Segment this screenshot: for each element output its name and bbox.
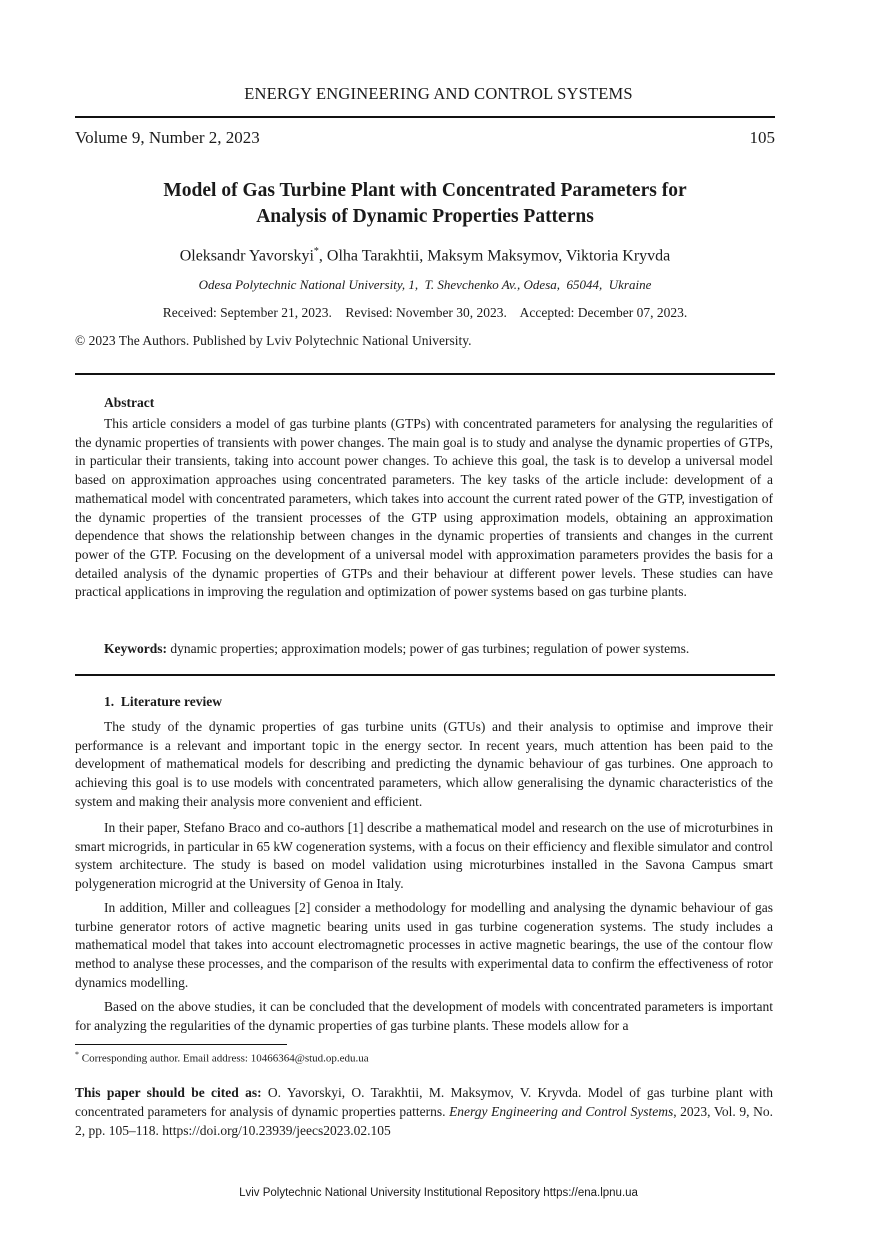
corresponding-mark: * — [313, 246, 319, 257]
authors — [75, 246, 775, 265]
citation — [75, 1083, 773, 1140]
keywords-label: Keywords: — [104, 641, 167, 656]
section-heading: 1. Literature review — [104, 694, 222, 709]
citation-details: , 2023, Vol. 9, No. 2, pp. 105–118. https://doi.org/10.23939/jeecs2023.02.105 — [75, 1104, 774, 1138]
author-first: Oleksandr Yavorskyi — [179, 247, 314, 265]
volume-info: Volume 9, Number 2, 2023 — [75, 128, 260, 147]
title-line-2: Analysis of Dynamic Properties Patterns — [256, 206, 594, 227]
footnote — [75, 1050, 369, 1065]
page-number: 105 — [749, 128, 775, 147]
section-paragraph: In their paper, Stefano Braco and co-authors [1] describe a mathematical model and research on the use of microturbines in smart microgrids, in particular in 65 kW cogeneration systems, with a focus on their efficiency and flexible simulator and control system architecture. The study is based on model validation using microturbines installed in the Savona Campus smart polygeneration microgrid at the University of Genoa in Italy. — [75, 820, 773, 892]
section-paragraph: Based on the above studies, it can be concluded that the development of models with concentrated parameters is important for analyzing the regularities of the dynamic properties of gas turbine plants. These models allow for a — [75, 999, 773, 1033]
footnote-rule — [75, 1044, 287, 1045]
abstract-rule-top — [75, 373, 775, 375]
abstract-rule-bottom — [75, 674, 775, 676]
section-paragraph: In addition, Miller and colleagues [2] consider a methodology for modelling and analysing the dynamic behaviour of gas turbine generator rotors of active magnetic bearing units used in gas turbine cogeneration systems. The study includes a mathematical model that takes into account electromagnetic processes in active magnetic bearings, the use of the contour flow method to analyse these processes, and the comparison of the results with experimental data to confirm the effectiveness of rotor dynamics modelling. — [75, 900, 773, 990]
keywords-text: dynamic properties; approximation models; power of gas turbines; regulation of power systems. — [167, 641, 690, 656]
title-line-1: Model of Gas Turbine Plant with Concentrated Parameters for — [163, 180, 687, 201]
citation-authors: O. Yavorskyi, O. Tarakhtii, M. Maksymov, V. Kryvda. Model of gas turbine plant with concentrated parameters for analysis of dynamic properties patterns. — [75, 1085, 774, 1119]
copyright: © 2023 The Authors. Published by Lviv Polytechnic National University. — [75, 333, 472, 348]
repository-footer: Lviv Polytechnic National University Institutional Repository https://ena.lpnu.ua — [239, 1187, 638, 1199]
volume-line — [75, 128, 775, 148]
journal-name: ENERGY ENGINEERING AND CONTROL SYSTEMS — [244, 84, 633, 103]
footnote-text: Corresponding author. Email address: 10466364@stud.op.edu.ua — [79, 1052, 369, 1065]
abstract-heading: Abstract — [104, 395, 155, 410]
header-rule — [75, 116, 775, 118]
article-title — [75, 178, 775, 230]
affiliation: Odesa Polytechnic National University, 1, T. Shevchenko Av., Odesa, 65044, Ukraine — [198, 277, 652, 292]
citation-label: This paper should be cited as: — [75, 1085, 262, 1100]
citation-journal: Energy Engineering and Control Systems — [449, 1104, 674, 1119]
section-paragraph: The study of the dynamic properties of gas turbine units (GTUs) and their analysis to optimise and improve their performance is a relevant and important topic in the energy sector. In recent years, much attention has been paid to the development of mathematical models for describing and predicting the dynamic behaviour of gas turbines. One approach to achieving this goal is to use models with concentrated parameters, which allow generalising the dynamic characteristics of the system and making their analysis more convenient and efficient. — [75, 719, 773, 809]
authors-rest: , Olha Tarakhtii, Maksym Maksymov, Viktoria Kryvda — [318, 247, 671, 265]
dates: Received: September 21, 2023. Revised: November 30, 2023. Accepted: December 07, 2023. — [162, 305, 688, 320]
keywords — [104, 641, 775, 657]
footnote-mark: * — [75, 1050, 79, 1059]
abstract-text: This article considers a model of gas turbine plants (GTPs) with concentrated parameters for analysing the regularities of the dynamic properties of transients with power changes. The main goal is to study and analyse the dynamic properties of GTPs, in particular their transients, taking into account power changes. To achieve this goal, the task is to develop a universal model based on approximation approaches using concentrated parameters. The key tasks of the article include: development of a mathematical model with concentrated parameters, which takes into account the current rated power of the GTP, investigation of the dynamic properties of the transient processes of the GTP using approximation models, obtaining an approximation dependence that shows the relationship between changes in the dynamic properties of transients and changes in the current power of the GTP. Focusing on the development of a universal model with approximation parameters provides the basis for a detailed analysis of the dynamic properties of GTPs and their behaviour at different power levels. These studies can have practical applications in improving the regulation and optimization of power systems based on gas turbine plants. — [75, 416, 773, 600]
